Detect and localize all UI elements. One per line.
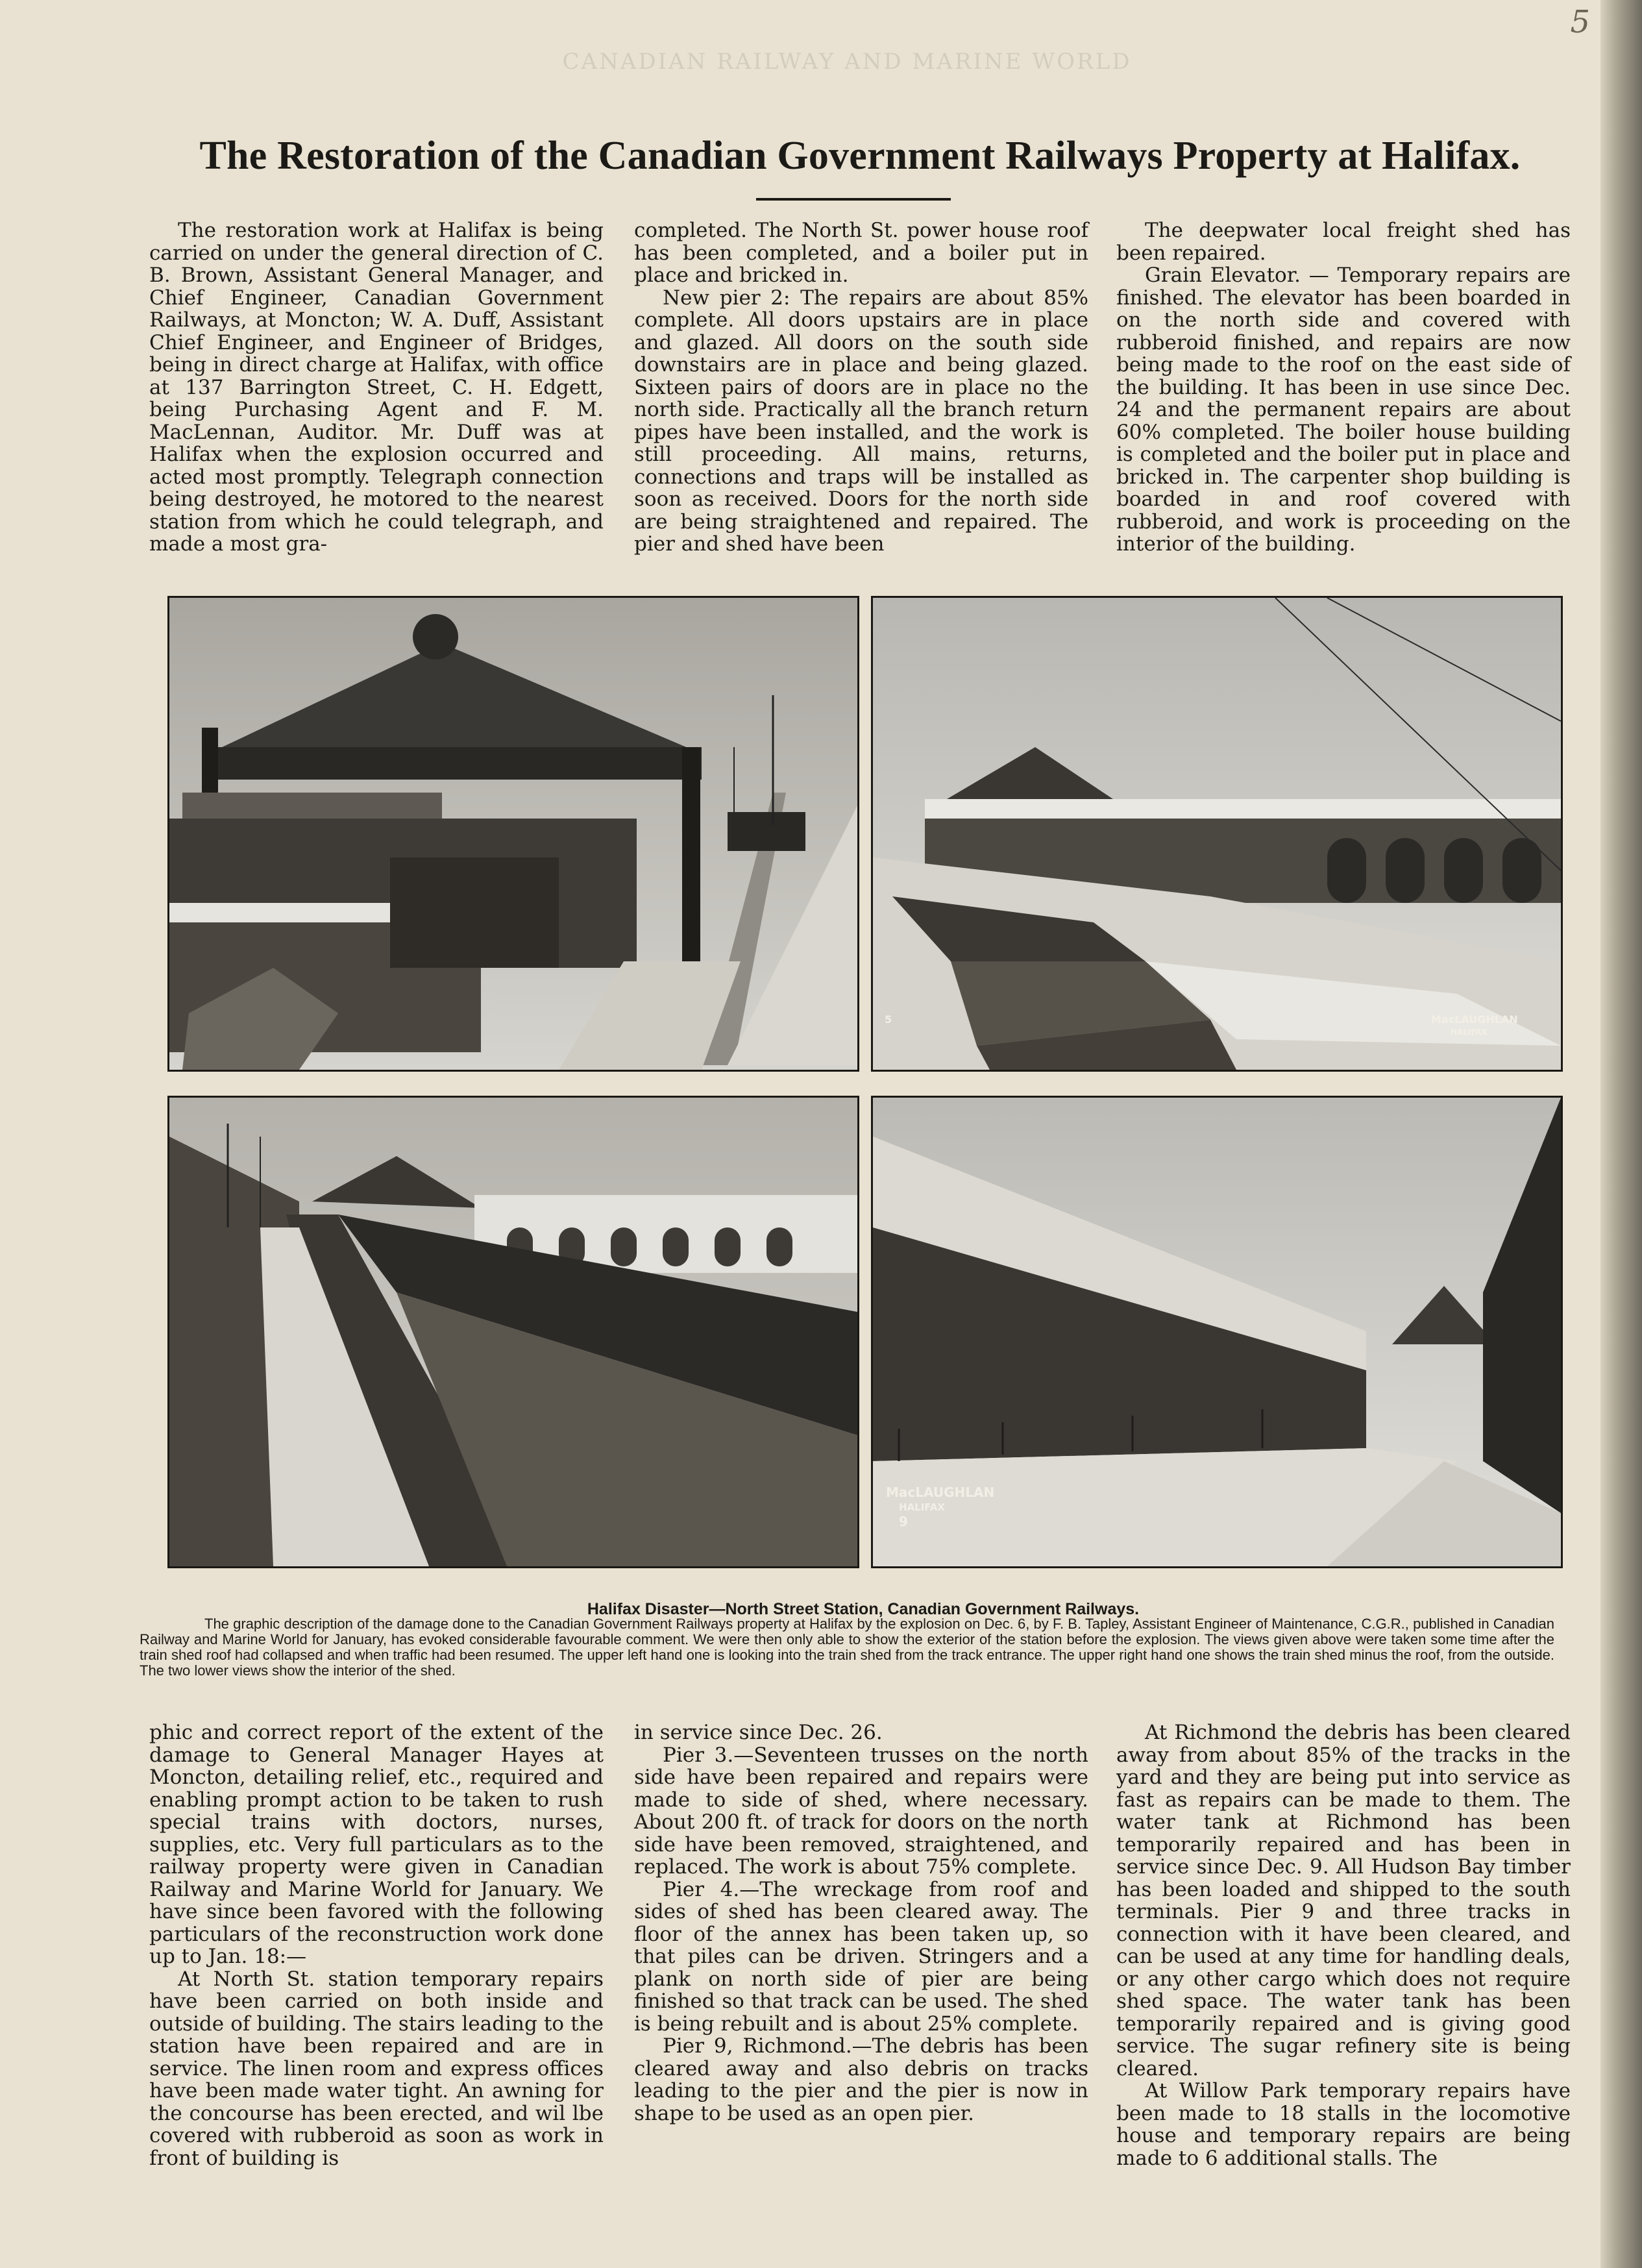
bottom-col3-paragraph-2: At Willow Park temporary repairs have been made to 18 stalls in the locomotive house and temporary repairs are being made to 6 additional stalls. The [1116, 2079, 1571, 2170]
article-title: The Restoration of the Canadian Government Railways Property at Halifax. [199, 134, 1521, 178]
bottom-col1-paragraph-2: At North St. station temporary repairs have been carried on both inside and outside of building. The stairs leading to the station have been repaired and are in service. The linen room and express offices have been made water tight. An awning for the concourse has been erected, and wil lbe covered with rubberoid as soon as work in front of building is [149, 1967, 604, 2170]
photo-2-watermark: MacLAUGHLAN [1431, 1013, 1518, 1026]
photo-train-shed-entrance [167, 596, 859, 1072]
top-col2-paragraph-2: New pier 2: The repairs are about 85% complete. All doors upstairs are in place and glazed. All doors on the south side downstairs are in place and being glazed. Sixteen pairs of doors are in place no the north side. Practically all the branch return pipes have been installed, and the work is still proceeding. All mains, returns, connections and traps will be installed as soon as received. Doors for the north side are being straightened and repaired. The pier and shed have been [634, 286, 1088, 556]
bottom-col1-paragraph-1: phic and correct report of the extent of the damage to General Manager Hayes at Moncton, detailing relief, etc., required and enabling prompt action to be taken to rush special trains with doctors, nurses, supplies, etc. Very full particulars as to the railway property were given in Canadian Railway and Marine World for January. We have since been favored with the following particulars of the reconstruction work done up to Jan. 18:— [149, 1721, 604, 1968]
photo-caption-body: The graphic description of the damage done to the Canadian Government Railways property at Halifax by the explosion on Dec. 6, by F. B. Tapley, Assistant Engineer of Maintenance, C.G.R., published in Canadian Railway and Marine World for January, has evoked considerable favourable comment. We were then only able to show the exterior of the station before the explosion. The views given above were taken some time after the train shed roof had collapsed and when traffic had been resumed. The upper left hand one is looking into the train shed from the track entrance. The upper right hand one shows the train shed minus the roof, from the outside. The two lower views show the interior of the shed. [140, 1616, 1554, 1679]
bottom-column-2 [634, 1721, 1088, 2125]
bottom-col2-paragraph-1: in service since Dec. 26. [634, 1721, 883, 1744]
svg-text:5: 5 [885, 1013, 892, 1026]
svg-text:9: 9 [899, 1514, 908, 1529]
photo-train-shed-outside [871, 596, 1563, 1072]
page-edge [1600, 0, 1642, 2268]
title-rule [756, 198, 951, 201]
photo-caption-title: Halifax Disaster—North Street Station, Canadian Government Railways. [587, 1600, 1140, 1618]
bottom-col2-paragraph-3: Pier 4.—The wreckage from roof and sides of shed has been cleared away. The floor of the annex has been taken up, so that piles can be driven. Stringers and a plank on north side of pier are being finished so that track can be used. The shed is being rebuilt and is about 25% complete. [634, 1877, 1088, 2036]
svg-text:HALIFAX: HALIFAX [899, 1501, 946, 1513]
bottom-col3-paragraph-1: At Richmond the debris has been cleared away from about 85% of the tracks in the yard and they are being put into service as fast as repairs can be made to them. The water tank at Richmond has been temporarily repaired and has been in service since Dec. 9. All Hudson Bay timber has been loaded and shipped to the south terminals. Pier 9 and three tracks in connection with it have been cleared, and can be used at any time for handling deals, or any other cargo which does not require shed space. The water tank has been temporarily repaired and is giving good service. The sugar refinery site is being cleared. [1116, 1721, 1571, 2080]
top-col3-paragraph-1: The deepwater local freight shed has been repaired. [1116, 219, 1571, 265]
svg-text:HALIFAX: HALIFAX [1451, 1028, 1488, 1037]
bottom-column-1 [149, 1721, 604, 2169]
bottom-col2-paragraph-2: Pier 3.—Seventeen trusses on the north side have been repaired and repairs were made to side of shed, where necessary. About 200 ft. of track for doors on the north side have been removed, straightened, and replaced. The work is about 75% complete. [634, 1743, 1088, 1879]
top-col3-paragraph-2: Grain Elevator. — Temporary repairs are finished. The elevator has been boarded in on the north side and covered with rubberoid finished, and repairs are now being made to the roof on the east side of the building. It has been in use since Dec. 24 and the permanent repairs are about 60% completed. The boiler house building is completed and the boiler put in place and bricked in. The carpenter shop building is boarded in and roof covered with rubberoid, and work is proceeding on the interior of the building. [1116, 264, 1571, 556]
photo-4-watermark: MacLAUGHLAN [886, 1485, 995, 1500]
bleed-through-header: CANADIAN RAILWAY AND MARINE WORLD [562, 49, 1132, 75]
page-folio: 5 [1570, 4, 1590, 40]
bottom-column-3 [1116, 1721, 1571, 2169]
photo-shed-interior-left [167, 1096, 859, 1568]
top-column-1 [149, 219, 604, 556]
top-col2-paragraph-1: completed. The North St. power house roof has been completed, and a boiler put in place and bricked in. [634, 219, 1088, 287]
photo-shed-interior-right [871, 1096, 1563, 1568]
top-column-3 [1116, 219, 1571, 556]
top-column-2 [634, 219, 1088, 556]
bottom-col2-paragraph-4: Pier 9, Richmond.—The debris has been cleared away and also debris on tracks leading to the pier and the pier is now in shape to be used as an open pier. [634, 2034, 1088, 2125]
top-col1-paragraph: The restoration work at Halifax is being carried on under the general direction of C. B. Brown, Assistant General Manager, and Chief Engineer, Canadian Government Railways, at Moncton; W. A. Duff, Assistant Chief Engineer, and Engineer of Bridges, being in direct charge at Halifax, with office at 137 Barrington Street, C. H. Edgett, being Purchasing Agent and F. M. MacLennan, Auditor. Mr. Duff was at Halifax when the explosion occurred and acted most promptly. Telegraph connection being destroyed, he motored to the nearest station from which he could telegraph, and made a most gra- [149, 219, 604, 556]
